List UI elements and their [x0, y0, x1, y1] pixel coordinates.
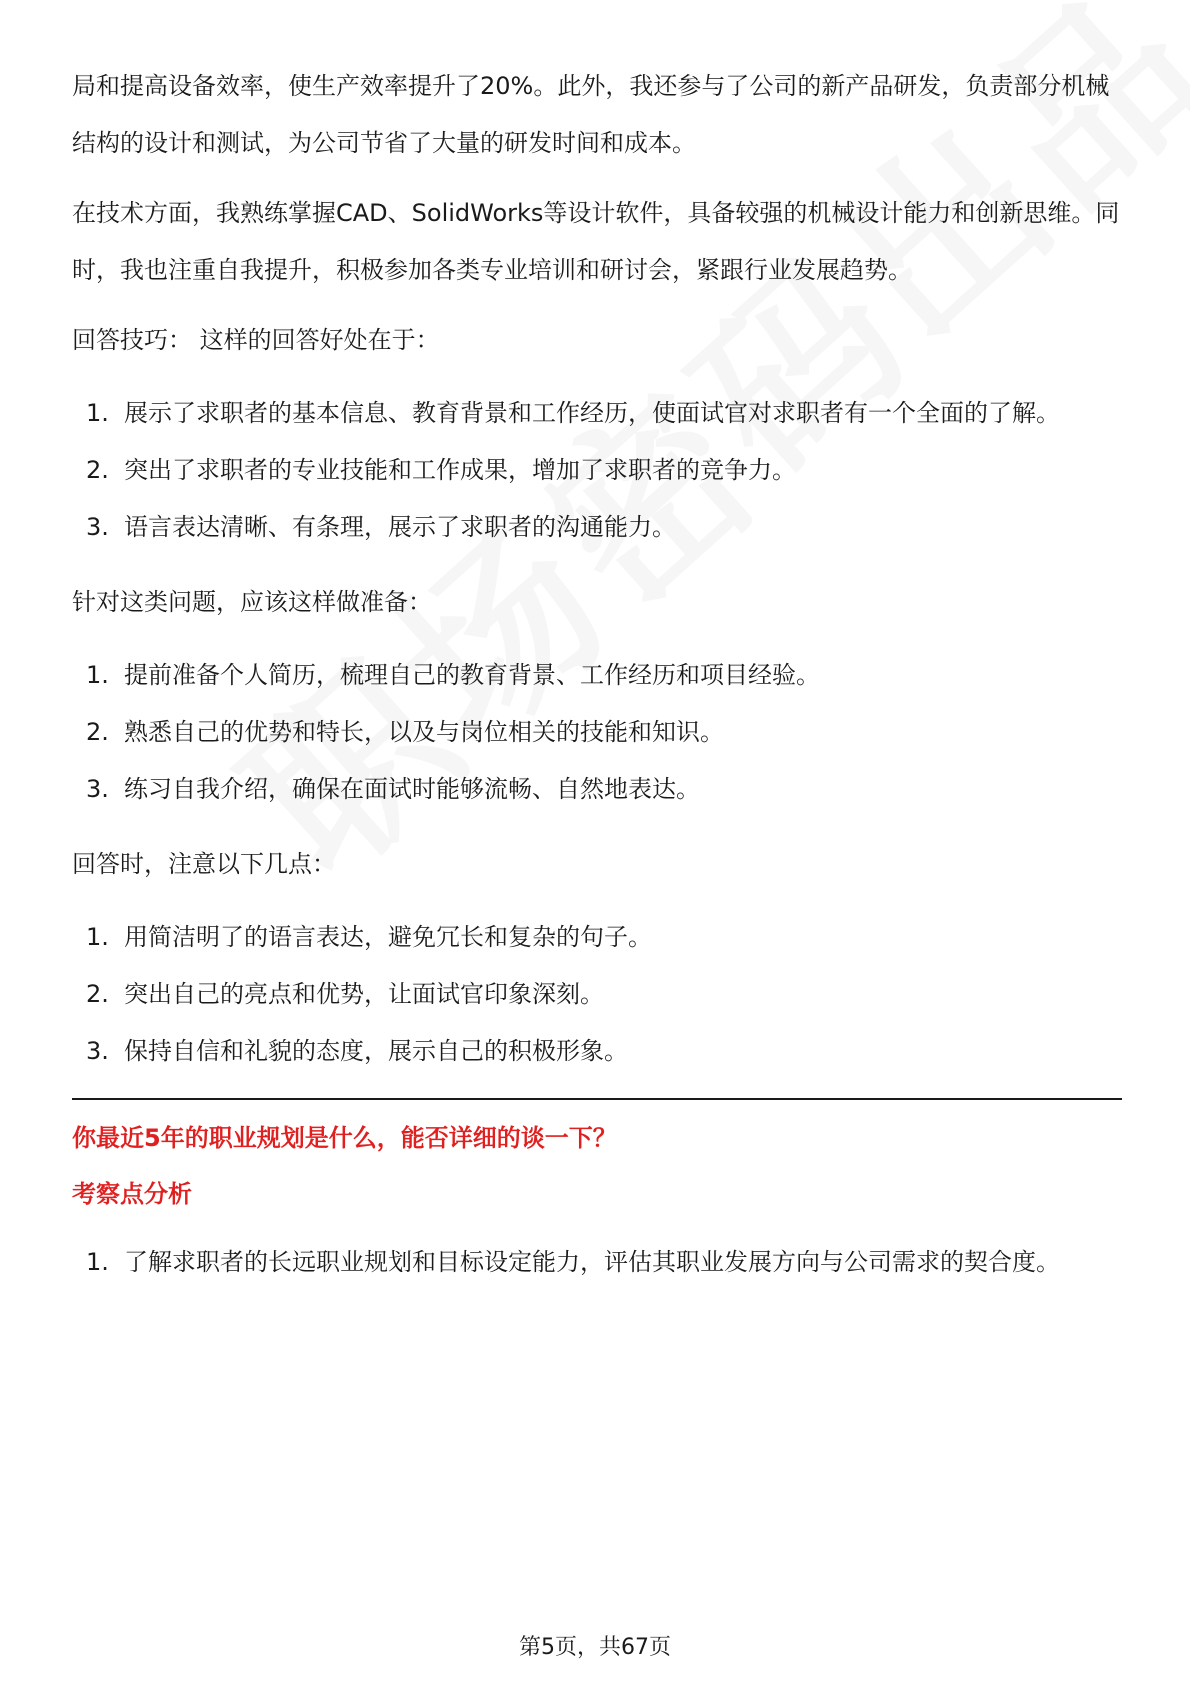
tips-heading: 回答技巧： 这样的回答好处在于： — [72, 326, 440, 354]
list-number: 1. — [86, 923, 109, 951]
list-item — [72, 1023, 1122, 1080]
list-item-text: 熟悉自己的优势和特长，以及与岗位相关的技能和知识。 — [124, 718, 724, 746]
analysis-list — [72, 1234, 1122, 1291]
page-content — [72, 58, 1122, 1309]
notes-list — [72, 909, 1122, 1080]
list-item — [72, 647, 1122, 704]
list-item-text: 突出自己的亮点和优势，让面试官印象深刻。 — [124, 980, 604, 1008]
intro-paragraph-1: 局和提高设备效率，使生产效率提升了20%。此外，我还参与了公司的新产品研发，负责部分机械结构的设计和测试，为公司节省了大量的研发时间和成本。 — [72, 72, 1110, 157]
intro-paragraph-2: 在技术方面，我熟练掌握CAD、SolidWorks等设计软件，具备较强的机械设计能力和创新思维。同时，我也注重自我提升，积极参加各类专业培训和研讨会，紧跟行业发展趋势。 — [72, 199, 1120, 284]
list-number: 1. — [86, 661, 109, 689]
list-number: 3. — [86, 513, 109, 541]
list-item — [72, 1234, 1122, 1291]
notes-heading: 回答时，注意以下几点： — [72, 850, 336, 878]
list-number: 2. — [86, 980, 109, 1008]
list-item-text: 了解求职者的长远职业规划和目标设定能力，评估其职业发展方向与公司需求的契合度。 — [124, 1248, 1060, 1276]
list-item-text: 提前准备个人简历，梳理自己的教育背景、工作经历和项目经验。 — [124, 661, 820, 689]
list-item-text: 用简洁明了的语言表达，避免冗长和复杂的句子。 — [124, 923, 652, 951]
list-number: 2. — [86, 456, 109, 484]
page-number: 第5页，共67页 — [519, 1635, 671, 1660]
tips-list — [72, 385, 1122, 556]
list-item — [72, 385, 1122, 442]
list-item-text: 语言表达清晰、有条理，展示了求职者的沟通能力。 — [124, 513, 676, 541]
list-number: 3. — [86, 1037, 109, 1065]
list-item — [72, 704, 1122, 761]
section-divider — [72, 1098, 1122, 1100]
list-item-text: 展示了求职者的基本信息、教育背景和工作经历，使面试官对求职者有一个全面的了解。 — [124, 399, 1060, 427]
list-item-text: 练习自我介绍，确保在面试时能够流畅、自然地表达。 — [124, 775, 700, 803]
list-item — [72, 761, 1122, 818]
prep-list — [72, 647, 1122, 818]
analysis-subheading: 考察点分析 — [72, 1180, 192, 1208]
question-title: 你最近5年的职业规划是什么，能否详细的谈一下？ — [72, 1124, 617, 1152]
list-item — [72, 909, 1122, 966]
list-number: 2. — [86, 718, 109, 746]
list-item — [72, 442, 1122, 499]
list-number: 1. — [86, 399, 109, 427]
list-item — [72, 499, 1122, 556]
prep-heading: 针对这类问题，应该这样做准备： — [72, 588, 432, 616]
list-item-text: 保持自信和礼貌的态度，展示自己的积极形象。 — [124, 1037, 628, 1065]
list-number: 1. — [86, 1248, 109, 1276]
list-item-text: 突出了求职者的专业技能和工作成果，增加了求职者的竞争力。 — [124, 456, 796, 484]
list-item — [72, 966, 1122, 1023]
list-number: 3. — [86, 775, 109, 803]
